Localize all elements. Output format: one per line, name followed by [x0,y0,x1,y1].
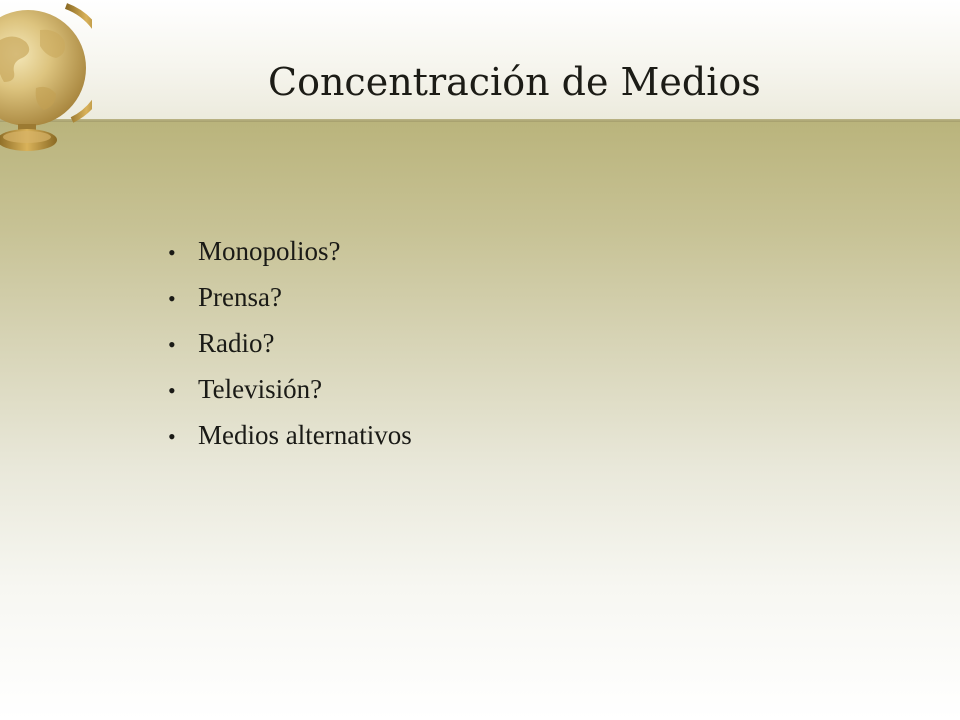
list-item [168,328,412,374]
bullet-text: Prensa? [198,282,282,312]
list-item [168,374,412,420]
bullet-text: Medios alternativos [198,420,412,450]
list-item [168,420,412,466]
bullet-dot: • [168,286,176,311]
bullet-list [168,236,412,466]
bullet-dot: • [168,240,176,265]
bullet-text: Monopolios? [198,236,341,266]
bullet-dot: • [168,424,176,449]
slide-title: Concentración de Medios [268,60,761,104]
list-item [168,236,412,282]
list-item [168,282,412,328]
bullet-dot: • [168,378,176,403]
bullet-dot: • [168,332,176,357]
content-background [0,122,960,720]
globe-icon [0,0,92,160]
bullet-text: Televisión? [198,374,323,404]
bullet-text: Radio? [198,328,275,358]
